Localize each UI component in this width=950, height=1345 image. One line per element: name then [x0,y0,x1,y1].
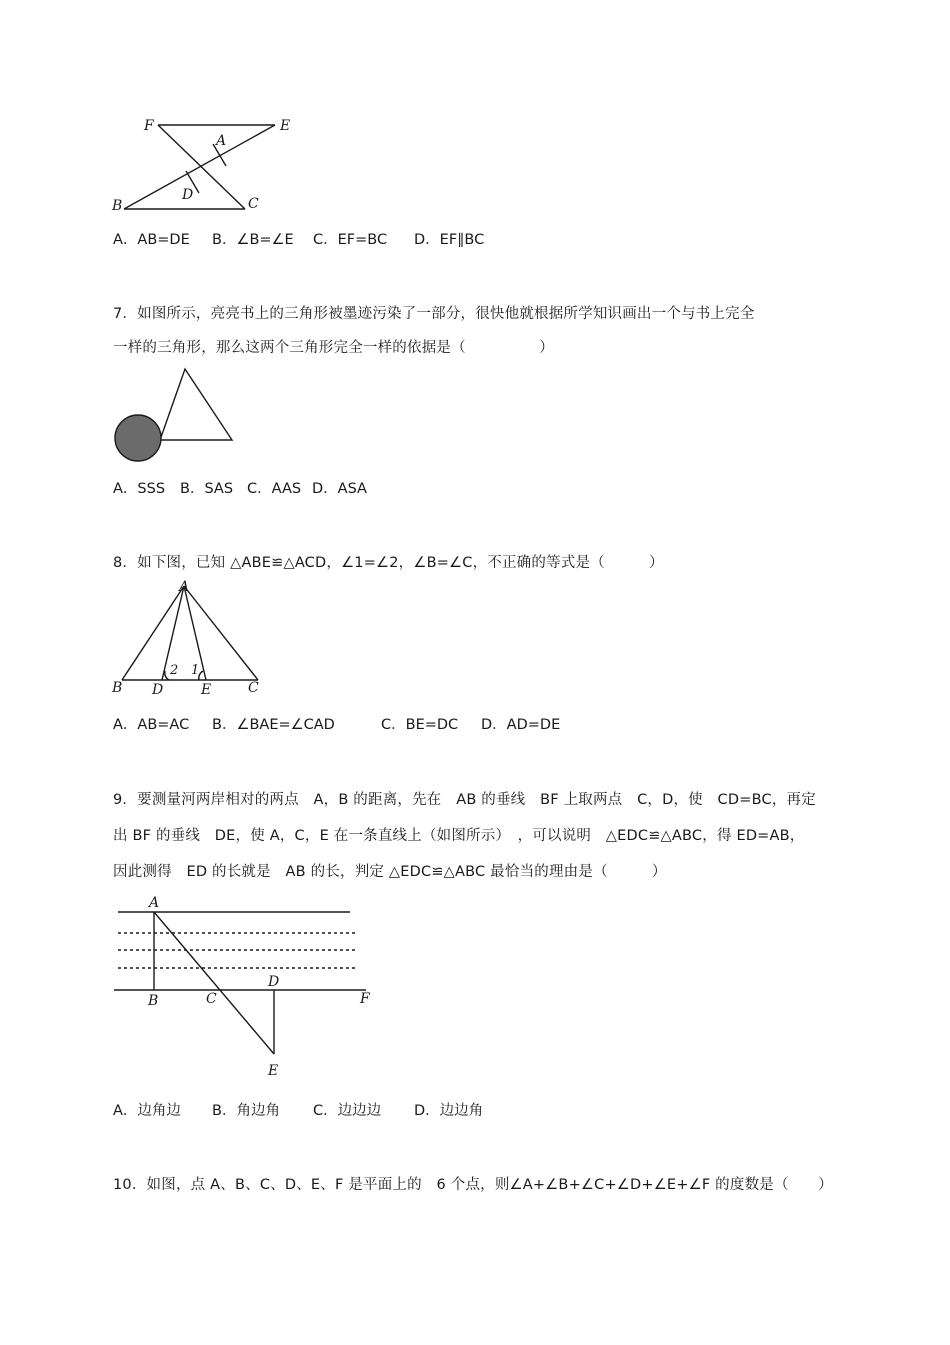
q7-stem-line2: 一样的三角形，那么这两个三角形完全一样的依据是（ ） [113,340,554,356]
q8-option-b: B．∠BAE=∠CAD [212,717,335,733]
q9-label-D: D [268,974,280,990]
q7-option-a: A．SSS [113,481,166,497]
q9-option-b: B．角边角 [212,1103,280,1119]
q8-angle-2: 2 [170,663,179,678]
q9-label-C: C [206,991,217,1007]
q9-figure [110,893,390,1083]
q7-option-c: C．AAS [247,481,302,497]
q9-stem-line1: 9．要测量河两岸相对的两点 A，B 的距离，先在 AB 的垂线 BF 上取两点 C，D，使 CD=BC，再定 [113,792,816,808]
q9-option-a: A．边角边 [113,1103,181,1119]
q8-angle-1: 1 [191,663,200,678]
q9-option-c: C．边边边 [313,1103,382,1119]
q9-label-E: E [268,1063,279,1079]
q6-label-A: A [216,133,227,149]
q6-label-C: C [248,196,259,212]
ink-blot [115,415,161,461]
q7-figure [110,365,240,465]
q6-figure [110,112,310,217]
q6-label-D: D [182,187,194,203]
q6-option-b: B．∠B=∠E [212,232,294,248]
q6-label-F: F [144,118,154,134]
q6-label-E: E [280,118,291,134]
q7-option-d: D．ASA [312,481,367,497]
q7-stem-line1: 7．如图所示，亮亮书上的三角形被墨迹污染了一部分，很快他就根据所学知识画出一个与书上完全 [113,306,755,322]
q9-label-A: A [149,895,160,911]
q8-label-B: B [112,680,123,696]
q7-option-b: B．SAS [180,481,234,497]
q8-label-A: A [179,579,190,595]
q6-label-B: B [112,198,123,214]
q8-label-C: C [248,680,259,696]
q8-option-c: C．BE=DC [381,717,459,733]
q8-option-d: D．AD=DE [481,717,561,733]
q6-option-a: A．AB=DE [113,232,190,248]
q9-stem-line3: 因此测得 ED 的长就是 AB 的长，判定 △EDC≌△ABC 最恰当的理由是（ ） [113,864,667,880]
q8-figure [110,578,270,698]
q6-option-d: D．EF∥BC [414,232,485,248]
q9-option-d: D．边边角 [414,1103,484,1119]
q8-option-a: A．AB=AC [113,717,190,733]
q6-option-c: C．EF=BC [313,232,388,248]
q9-stem-line2: 出 BF 的垂线 DE，使 A，C，E 在一条直线上（如图所示） ，可以说明 △EDC≌△ABC，得 ED=AB， [113,828,805,844]
q8-stem: 8．如下图，已知 △ABE≌△ACD，∠1=∠2，∠B=∠C，不正确的等式是（ ） [113,555,664,571]
q9-label-B: B [148,993,159,1009]
q8-label-E: E [201,682,212,698]
q10-stem: 10．如图，点 A、B、C、D、E、F 是平面上的 6 个点，则∠A+∠B+∠C+∠D+∠E+∠F 的度数是（ ） [113,1177,833,1193]
q9-label-F: F [360,991,370,1007]
q8-label-D: D [152,682,164,698]
